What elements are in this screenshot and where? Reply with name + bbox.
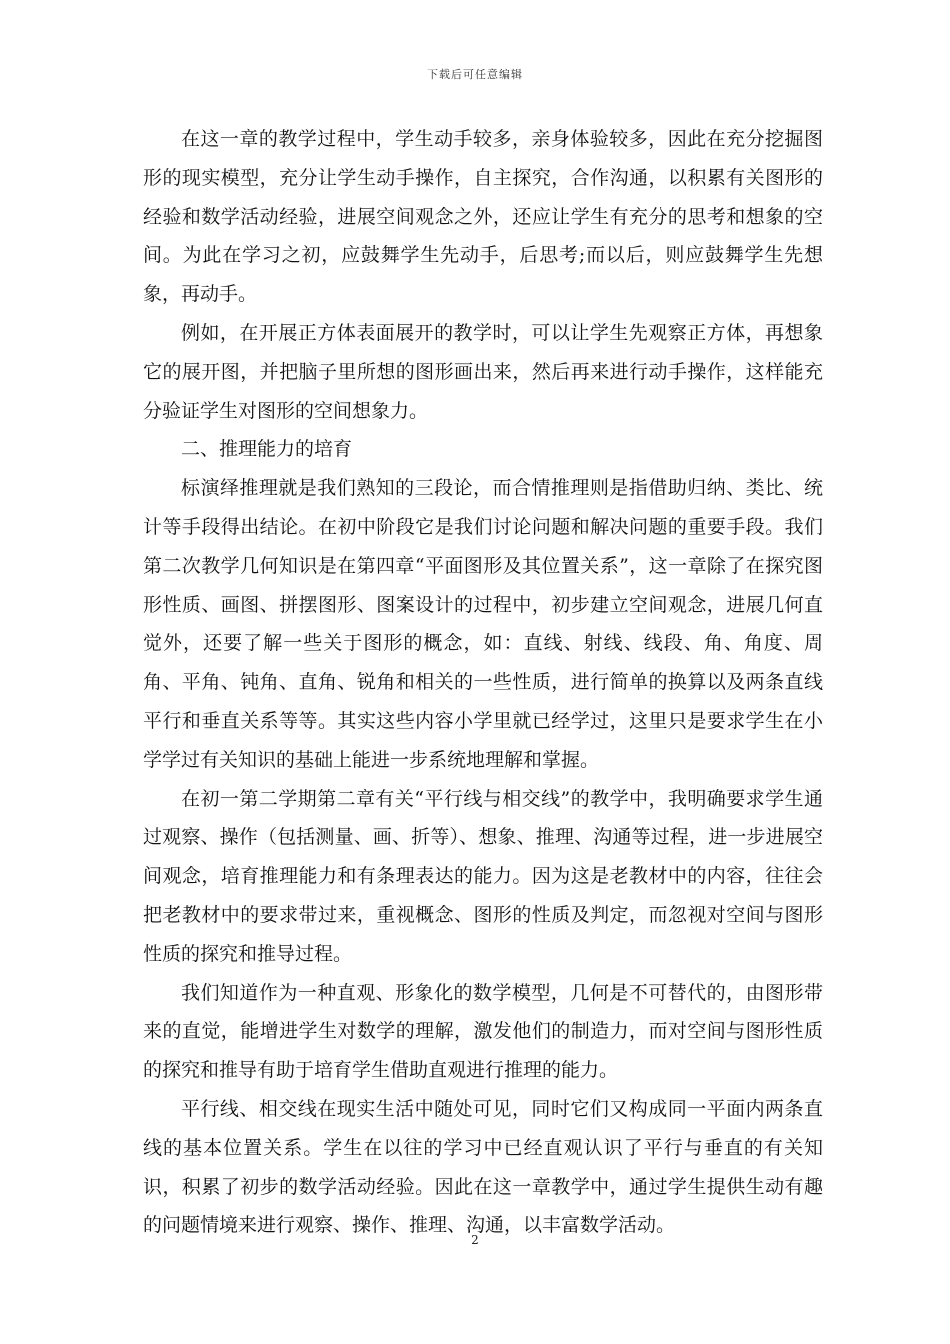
paragraph-geometry-model: 我们知道作为一种直观、形象化的数学模型，几何是不可替代的，由图形带来的直觉，能增进学生对数学的理解，激发他们的制造力，而对空间与图形性质的探究和推导有助于培育学生借助直观进行推理的能力。 (143, 981, 823, 1082)
paragraph-teaching-process: 在这一章的教学过程中，学生动手较多，亲身体验较多，因此在充分挖掘图形的现实模型，充分让学生动手操作，自主探究，合作沟通，以积累有关图形的经验和数学活动经验，进展空间观念之外，还应让学生有充分的思考和想象的空间。为此在学习之初，应鼓舞学生先动手，后思考;而以后，则应鼓舞学生先想象，再动手。 (143, 128, 823, 306)
section-heading-reasoning: 二、推理能力的培育 (181, 438, 353, 461)
page-header-note: 下载后可任意编辑 (427, 68, 523, 81)
paragraph-parallel-intersecting: 平行线、相交线在现实生活中随处可见，同时它们又构成同一平面内两条直线的基本位置关系。学生在以往的学习中已经直观认识了平行与垂直的有关知识，积累了初步的数学活动经验。因此在这一章教学中，通过学生提供生动有趣的问题情境来进行观察、操作、推理、沟通，以丰富数学活动。 (143, 1097, 823, 1237)
paragraph-deductive-reasoning: 标演绎推理就是我们熟知的三段论，而合情推理则是指借助归纳、类比、统计等手段得出结论。在初中阶段它是我们讨论问题和解决问题的重要手段。我们第二次教学几何知识是在第四章“平面图形及其位置关系”，这一章除了在探究图形性质、画图、拼摆图形、图案设计的过程中，初步建立空间观念，进展几何直觉外，还要了解一些关于图形的概念，如：直线、射线、线段、角、角度、周角、平角、钝角、直角、锐角和相关的一些性质，进行简单的换算以及两条直线平行和垂直关系等等。其实这些内容小学里就已经学过，这里只是要求学生在小学学过有关知识的基础上能进一步系统地理解和掌握。 (143, 477, 823, 771)
paragraph-cube-example: 例如，在开展正方体表面展开的教学时，可以让学生先观察正方体，再想象它的展开图，并把脑子里所想的图形画出来，然后再来进行动手操作，这样能充分验证学生对图形的空间想象力。 (143, 321, 823, 422)
page-number: 2 (471, 1233, 479, 1247)
document-body (143, 120, 823, 1245)
paragraph-parallel-lines-teaching: 在初一第二学期第二章有关“平行线与相交线”的教学中，我明确要求学生通过观察、操作（包括测量、画、折等）、想象、推理、沟通等过程，进一步进展空间观念，培育推理能力和有条理表达的能力。因为这是老教材中的内容，往往会把老教材中的要求带过来，重视概念、图形的性质及判定，而忽视对空间与图形性质的探究和推导过程。 (143, 787, 823, 965)
